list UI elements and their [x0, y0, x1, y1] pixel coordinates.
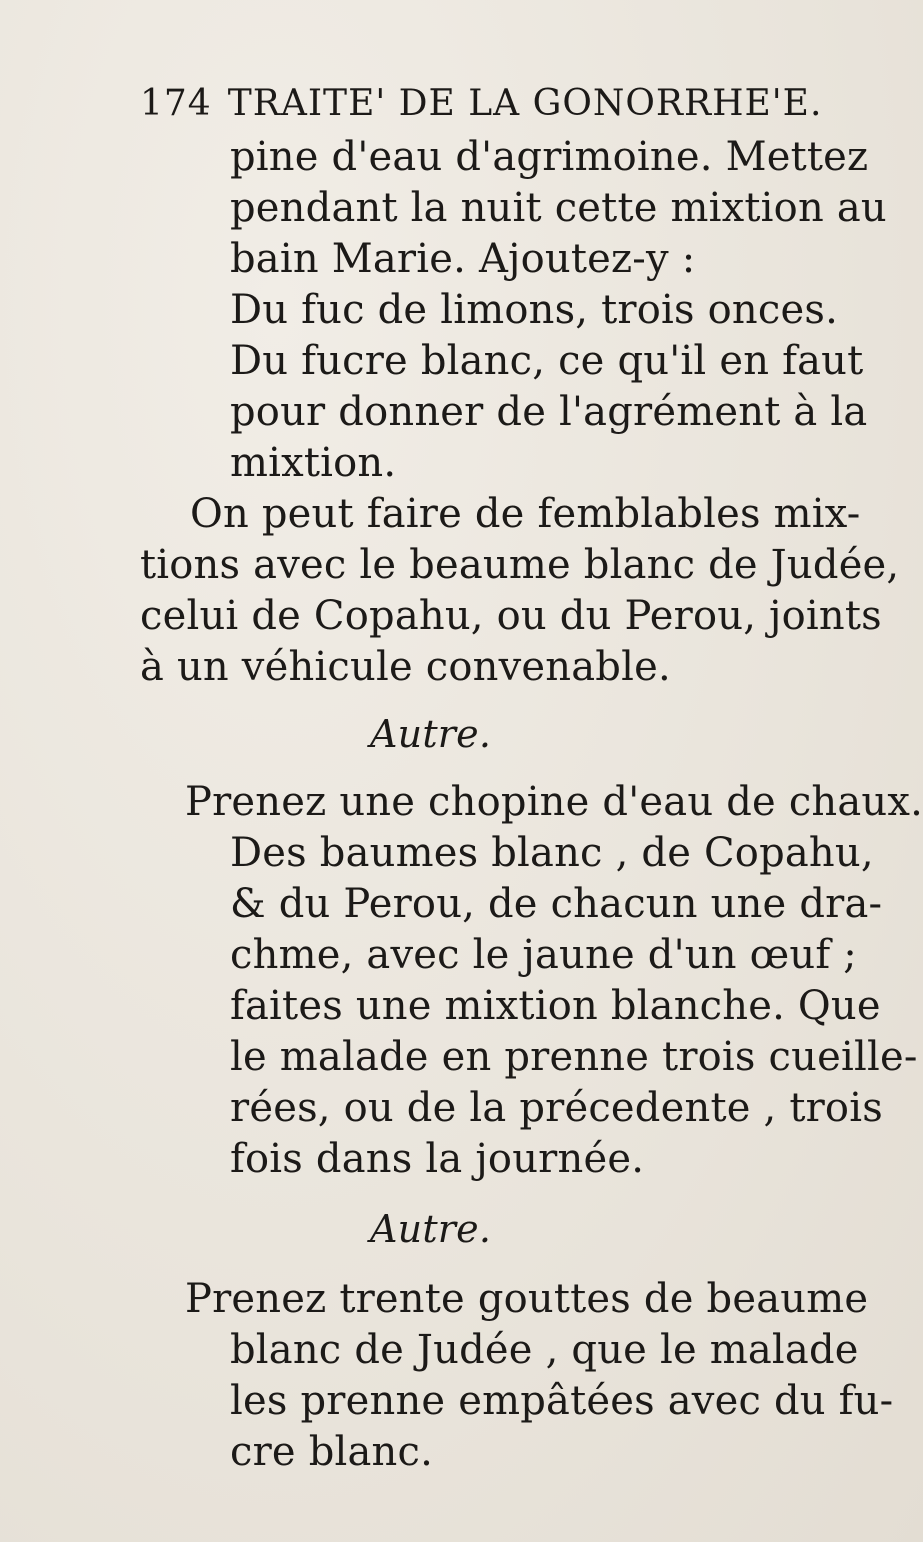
text-line: à un véhicule convenable.: [140, 644, 671, 690]
text-line: pendant la nuit cette mixtion au: [230, 185, 887, 231]
text-line: chme, avec le jaune d'un œuf ;: [230, 932, 857, 978]
text-line: faites une mixtion blanche. Que: [230, 983, 881, 1029]
text-line: On peut faire de femblables mix-: [190, 491, 861, 537]
running-header: [140, 80, 822, 128]
text-line: Prenez une chopine d'eau de chaux.: [185, 779, 923, 825]
running-title: TRAITE' DE LA GONORRHE'E.: [227, 83, 823, 124]
text-line: fois dans la journée.: [230, 1136, 645, 1182]
text-line: cre blanc.: [230, 1429, 434, 1475]
text-line: le malade en prenne trois cueille-: [230, 1034, 918, 1080]
text-line: Du fuc de limons, trois onces.: [230, 287, 839, 333]
text-line: bain Marie. Ajoutez-y :: [230, 236, 696, 282]
text-line: rées, ou de la précedente , trois: [230, 1085, 883, 1131]
text-line: celui de Copahu, ou du Perou, joints: [140, 593, 882, 639]
text-line: pine d'eau d'agrimoine. Mettez: [230, 134, 869, 180]
section-subheading: Autre.: [370, 1207, 492, 1251]
text-line: Prenez trente gouttes de beaume: [185, 1276, 869, 1322]
text-line: les prenne empâtées avec du fu-: [230, 1378, 894, 1424]
text-line: Du fucre blanc, ce qu'il en faut: [230, 338, 864, 384]
text-line: & du Perou, de chacun une dra-: [230, 881, 883, 927]
text-line: mixtion.: [230, 440, 397, 486]
page-number: 174: [140, 83, 212, 124]
text-line: tions avec le beaume blanc de Judée,: [140, 542, 900, 588]
text-line: pour donner de l'agrément à la: [230, 389, 868, 435]
text-line: Des baumes blanc , de Copahu,: [230, 830, 874, 876]
text-line: blanc de Judée , que le malade: [230, 1327, 859, 1373]
section-subheading: Autre.: [370, 712, 492, 756]
